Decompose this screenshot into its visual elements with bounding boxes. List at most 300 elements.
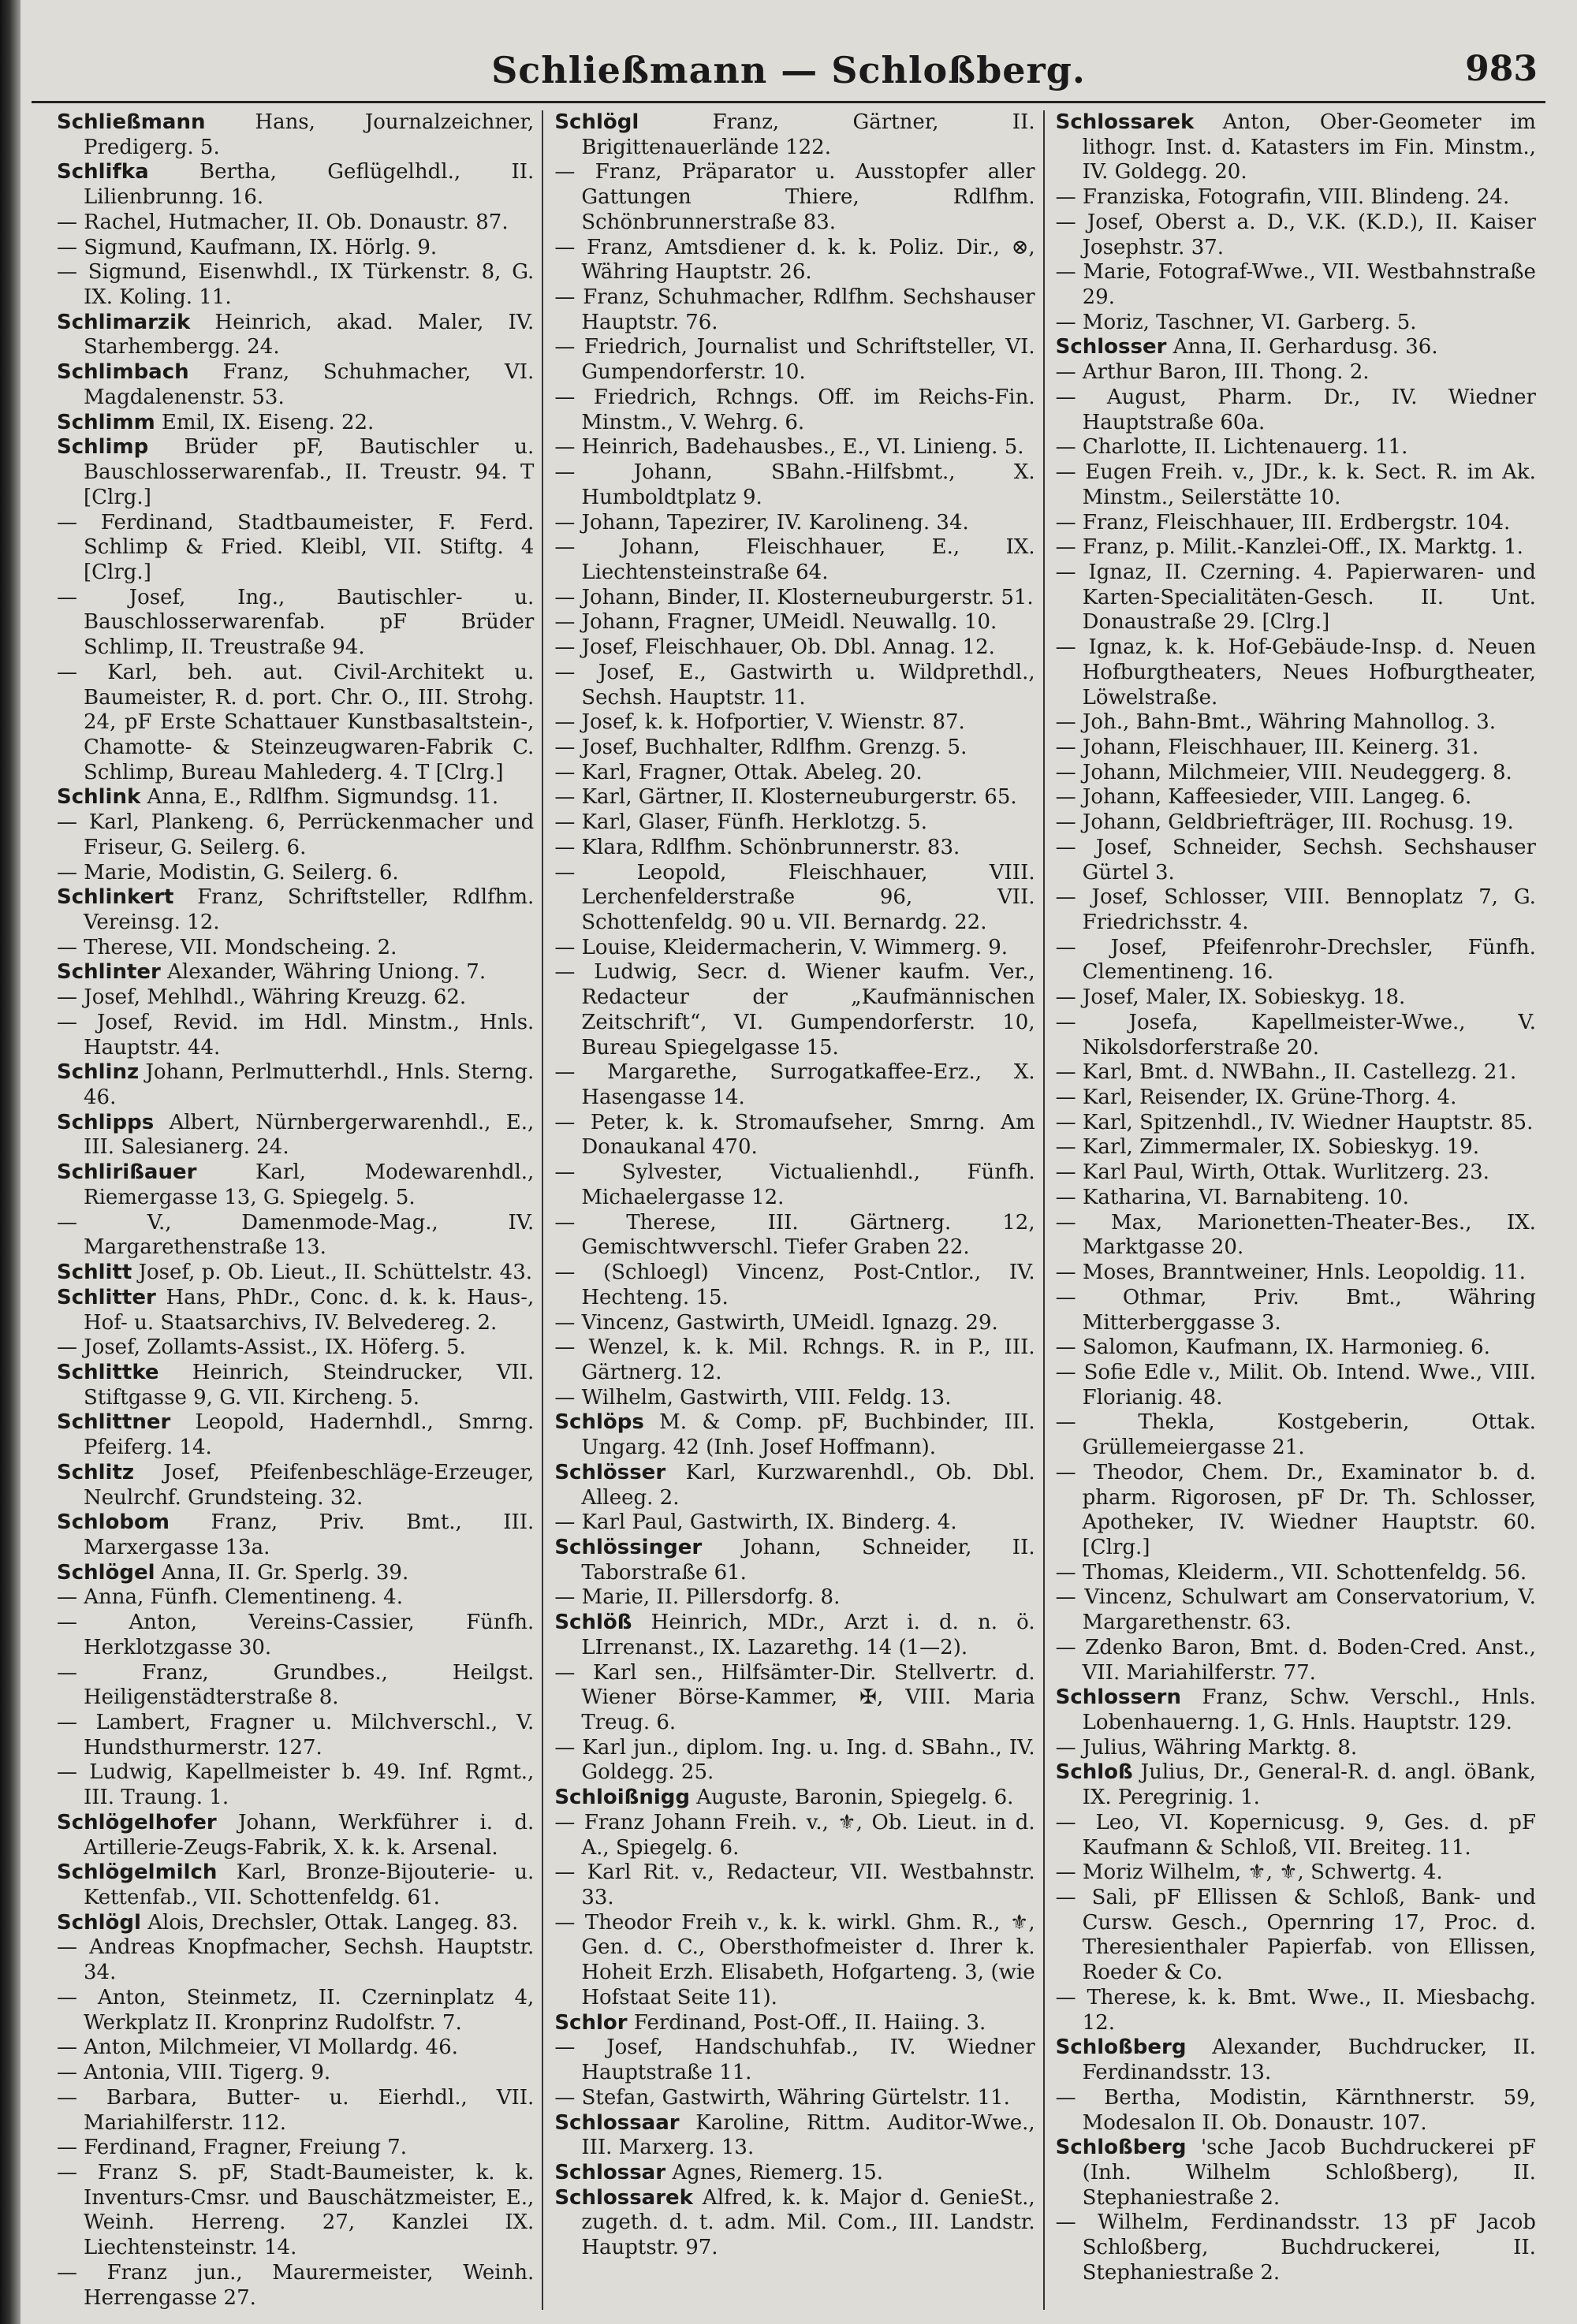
directory-entry [57, 1811, 534, 1860]
entry-text: — Leo, VI. Kopernicusg. 9, Ges. d. pF Kaufmann & Schloß, VII. Breiteg. 11. [1055, 1810, 1536, 1860]
entry-text: — Vincenz, Schulwart am Conservatorium, V. Margarethenstr. 63. [1055, 1585, 1536, 1635]
directory-entry [57, 1585, 534, 1611]
directory-entry [57, 810, 534, 860]
entry-text: Alois, Drechsler, Ottak. Langeg. 83. [147, 1910, 519, 1935]
entry-surname: Schloß [1055, 1760, 1133, 1785]
directory-entry [57, 1911, 534, 1936]
entry-text: — Andreas Knopfmacher, Sechsh. Hauptstr. 34. [57, 1935, 535, 1985]
directory-entry [1056, 1011, 1536, 1060]
entry-text: — Julius, Währing Marktg. 8. [1055, 1735, 1358, 1760]
entry-text: — Thekla, Kostgeberin, Ottak. Grüllemeiergasse 21. [1055, 1410, 1536, 1460]
directory-entry [57, 1160, 534, 1210]
entry-text: Heinrich, akad. Maler, IV. Starhembergg. 24. [84, 310, 535, 359]
entry-text: — Thomas, Kleiderm., VII. Schottenfeldg. 56. [1055, 1560, 1527, 1585]
page-number: 983 [1465, 49, 1538, 89]
entry-text: — Ferdinand, Fragner, Freiung 7. [57, 2136, 408, 2160]
directory-entry [57, 1111, 534, 1160]
page-header [32, 38, 1545, 103]
directory-entry [1056, 385, 1536, 435]
directory-entry [1056, 635, 1536, 710]
entry-surname: Schlink [57, 785, 141, 810]
entry-text: — Karl, Zimmermaler, IX. Sobieskyg. 19. [1055, 1135, 1479, 1160]
entry-text: — Stefan, Gastwirth, Währing Gürtelstr. 11. [554, 2085, 1010, 2110]
entry-text: — Karl Paul, Wirth, Ottak. Wurlitzerg. 23. [1055, 1160, 1489, 1185]
entry-text: — Johann, Geldbriefträger, III. Rochusg. 19. [1055, 810, 1514, 835]
directory-entry [1056, 1135, 1536, 1160]
entry-text: 'sche Jacob Buchdruckerei pF (Inh. Wilhelm Schloßberg), II. Stephaniestraße 2. [1082, 2136, 1536, 2210]
entry-surname: Schlögelhofer [57, 1810, 217, 1834]
directory-entry [1056, 1760, 1536, 1810]
directory-entry [554, 1311, 1035, 1336]
entry-text: — Ignaz, II. Czerning. 4. Papierwaren- und Karten-Specialitäten-Gesch. II. Unt. Donaustraße 29. [Clrg.] [1055, 560, 1536, 635]
directory-entry [554, 535, 1035, 585]
entry-surname: Schlirißauer [57, 1160, 197, 1185]
entry-text: — Josef, Schneider, Sechsh. Sechshauser Gürtel 3. [1055, 835, 1536, 885]
directory-entry [554, 810, 1035, 836]
entry-surname: Schlittke [57, 1360, 159, 1384]
entry-surname: Schlitter [57, 1285, 156, 1309]
directory-entry [57, 1760, 534, 1810]
entry-surname: Schlögl [554, 110, 639, 134]
directory-entry [57, 1860, 534, 1910]
directory-entry [57, 1661, 534, 1711]
entry-text: — Friedrich, Journalist und Schriftsteller, VI. Gumpendorferstr. 10. [554, 335, 1035, 385]
directory-entry [554, 1860, 1035, 1910]
entry-text: — Franz, Präparator u. Ausstopfer aller Gattungen Thiere, Rdlfhm. Schönbrunnerstraße 83. [554, 160, 1035, 234]
directory-entry [57, 360, 534, 410]
entry-surname: Schlinter [57, 960, 161, 985]
directory-entry [57, 2035, 534, 2061]
entry-text: Karl, Bronze-Bijouterie- u. Kettenfab., VII. Schottenfeldg. 61. [84, 1860, 535, 1910]
entry-surname: Schlifka [57, 160, 149, 184]
directory-entry [554, 1060, 1035, 1110]
column-2 [542, 110, 1042, 2310]
entry-text: — Josef, Revid. im Hdl. Minstm., Hnls. Hauptstr. 44. [57, 1010, 535, 1060]
directory-entry [57, 1561, 534, 1586]
entry-text: Anton, Ober-Geometer im lithogr. Inst. d. Katasters im Fin. Minstm., IV. Goldegg. 20. [1082, 110, 1536, 184]
directory-entry [554, 511, 1035, 536]
entry-text: — Marie, Modistin, G. Seilerg. 6. [57, 860, 399, 885]
entry-text: — Sofie Edle v., Milit. Ob. Intend. Wwe., VIII. Florianig. 48. [1055, 1360, 1536, 1410]
entry-text: Josef, Pfeifenbeschläge-Erzeuger, Neulrchf. Grundsteing. 32. [84, 1460, 535, 1510]
directory-entry [1056, 185, 1536, 210]
entry-text: — Katharina, VI. Barnabiteng. 10. [1055, 1185, 1409, 1209]
entry-text: — Josef, Zollamts-Assist., IX. Höferg. 5. [57, 1335, 466, 1360]
entry-text: — Franz Johann Freih. v., ⚜, Ob. Lieut. in d. A., Spiegelg. 6. [554, 1810, 1035, 1860]
directory-entry [554, 586, 1035, 611]
directory-entry [554, 160, 1035, 235]
directory-entry [554, 635, 1035, 661]
entry-text: — Josef, E., Gastwirth u. Wildprethdl., Sechsh. Hauptstr. 11. [554, 660, 1035, 709]
directory-entry [554, 960, 1035, 1060]
entry-text: Anna, E., Rdlfhm. Sigmundsg. 11. [147, 785, 499, 810]
entry-text: — Johann, Kaffeesieder, VIII. Langeg. 6. [1055, 785, 1472, 810]
entry-text: — Ludwig, Secr. d. Wiener kaufm. Ver., Redacteur der „Kaufmännischen Zeitschrift“, VI. Gumpendorferstr. 10, Bureau Spiegelgasse 15. [554, 960, 1035, 1060]
directory-entry [1056, 1111, 1536, 1136]
entry-text: — Margarethe, Surrogatkaffee-Erz., X. Hasengasse 14. [554, 1060, 1035, 1110]
entry-text: — Johann, Fleischhauer, III. Keinerg. 31. [1055, 735, 1479, 759]
directory-entry [554, 1335, 1035, 1385]
entry-surname: Schlössinger [554, 1535, 703, 1559]
directory-entry [554, 836, 1035, 861]
directory-entry [57, 1261, 534, 1286]
directory-entry [57, 586, 534, 661]
directory-entry [1056, 260, 1536, 310]
directory-entry [1056, 810, 1536, 836]
directory-entry [554, 460, 1035, 510]
entry-text: — Wilhelm, Ferdinandsstr. 13 pF Jacob Schloßberg, Buchdruckerei, II. Stephaniestraße 2. [1055, 2210, 1536, 2285]
entry-text: — Lambert, Fragner u. Milchverschl., V. Hundsthurmerstr. 127. [57, 1711, 535, 1760]
entry-text: Johann, Perlmutterhdl., Hnls. Sterng. 46. [84, 1060, 535, 1110]
directory-entry [1056, 511, 1536, 536]
entry-text: — Franz S. pF, Stadt-Baumeister, k. k. Inventurs-Cmsr. und Bauschätzmeister, E., Weinh. Herreng. 27, Kanzlei IX. Liechtensteinstr. 14. [57, 2160, 535, 2260]
entry-text: — Wenzel, k. k. Mil. Rchngs. R. in P., III. Gärtnerg. 12. [554, 1335, 1035, 1384]
entry-surname: Schlöß [554, 1611, 632, 1635]
entry-text: — Therese, VII. Mondscheing. 2. [57, 935, 397, 959]
directory-entry [1056, 210, 1536, 260]
directory-entry [1056, 1585, 1536, 1635]
directory-entry [57, 236, 534, 261]
entry-text: — Anton, Milchmeier, VI Mollardg. 46. [57, 2035, 458, 2060]
entry-text: — Josef, Handschuhfab., IV. Wiedner Hauptstraße 11. [554, 2035, 1035, 2085]
entry-surname: Schloßberg [1055, 2136, 1187, 2160]
entry-text: — Antonia, VIII. Tigerg. 9. [57, 2061, 331, 2085]
entry-text: — Marie, Fotograf-Wwe., VII. Westbahnstraße 29. [1055, 260, 1536, 310]
entry-text: Bertha, Geflügelhdl., II. Lilienbrunng. 16. [84, 160, 535, 210]
directory-entry [57, 2136, 534, 2161]
directory-entry [554, 1786, 1035, 1811]
directory-entry [1056, 1186, 1536, 1211]
entry-surname: Schlittner [57, 1410, 171, 1435]
directory-entry [554, 1410, 1035, 1460]
directory-entry [554, 661, 1035, 710]
directory-entry [57, 210, 534, 236]
column-1 [41, 110, 542, 2310]
entry-text: — Karl, Gärtner, II. Klosterneuburgerstr. 65. [554, 785, 1017, 810]
entry-text: — Rachel, Hutmacher, II. Ob. Donaustr. 87. [57, 210, 509, 234]
directory-entry [1056, 836, 1536, 885]
entry-text: — Therese, k. k. Bmt. Wwe., II. Miesbachg. 12. [1055, 1985, 1536, 2035]
entry-text: — Karl, Bmt. d. NWBahn., II. Castellezg. 21. [1055, 1060, 1517, 1085]
entry-text: — Zdenko Baron, Bmt. d. Boden-Cred. Anst., VII. Mariahilferstr. 77. [1055, 1635, 1536, 1685]
entry-text: — Karl Paul, Gastwirth, IX. Binderg. 4. [554, 1510, 957, 1535]
directory-entry [1056, 885, 1536, 935]
entry-text: — Johann, SBahn.-Hilfsbmt., X. Humboldtplatz 9. [554, 460, 1035, 509]
directory-entry [1056, 1286, 1536, 1335]
directory-entry [1056, 460, 1536, 510]
entry-text: — Ignaz, k. k. Hof-Gebäude-Insp. d. Neuen Hofburgtheaters, Neues Hofburgtheater, Löwelstraße. [1055, 635, 1536, 709]
directory-entry [554, 1160, 1035, 1210]
directory-entry [554, 236, 1035, 285]
entry-text: — Bertha, Modistin, Kärnthnerstr. 59, Modesalon II. Ob. Donaustr. 107. [1055, 2085, 1536, 2135]
entry-text: Auguste, Baronin, Spiegelg. 6. [696, 1786, 1014, 1810]
directory-entry [1056, 110, 1536, 185]
entry-text: Karl, Kurzwarenhdl., Ob. Dbl. Alleeg. 2. [581, 1460, 1035, 1510]
entry-surname: Schlosser [1055, 335, 1167, 359]
entry-text: Ferdinand, Post-Off., II. Haiing. 3. [633, 2010, 986, 2035]
entry-text: — Josef, k. k. Hofportier, V. Wienstr. 87. [554, 710, 965, 735]
directory-entry [57, 2086, 534, 2136]
entry-text: — Louise, Kleidermacherin, V. Wimmerg. 9. [554, 935, 1008, 959]
directory-entry [554, 1736, 1035, 1786]
entry-text: — Johann, Tapezirer, IV. Karolineng. 34. [554, 510, 969, 534]
directory-entry [57, 2261, 534, 2310]
entry-text: — Theodor Freih v., k. k. wirkl. Ghm. R., ⚜, Gen. d. C., Obersthofmeister d. Ihrer k. Hoheit Erzh. Elisabeth, Hofgarteng. 3, (wie Hofstaat Seite 11). [554, 1910, 1035, 2009]
directory-entry [1056, 1060, 1536, 1086]
entry-text: Franz, Schuhmacher, VI. Magdalenenstr. 53. [84, 360, 535, 409]
entry-text: — Franz, p. Milit.-Kanzlei-Off., IX. Marktg. 1. [1055, 535, 1523, 560]
directory-entry [1056, 1086, 1536, 1111]
column-3 [1043, 110, 1544, 2310]
entry-text: — Charlotte, II. Lichtenauerg. 11. [1055, 435, 1408, 460]
entry-text: — Joh., Bahn-Bmt., Währing Mahnollog. 3. [1055, 710, 1497, 735]
directory-entry [1056, 435, 1536, 460]
entry-text: Heinrich, Steindrucker, VII. Stiftgasse 9, G. VII. Kircheng. 5. [84, 1360, 535, 1410]
directory-entry [1056, 535, 1536, 561]
directory-entry [57, 1011, 534, 1060]
entry-text: — Eugen Freih. v., JDr., k. k. Sect. R. im Ak. Minstm., Seilerstätte 10. [1055, 460, 1536, 509]
entry-surname: Schlinkert [57, 885, 174, 910]
entry-text: — Josef, Ing., Bautischler- u. Bauschlosserwarenfab. pF Brüder Schlimp, II. Treustraße 94. [57, 585, 535, 660]
entry-text: — Franz jun., Maurermeister, Weinh. Herrengasse 27. [57, 2260, 535, 2310]
entry-text: — Moriz, Taschner, VI. Garberg. 5. [1055, 310, 1417, 334]
directory-entry [57, 2161, 534, 2261]
directory-entry [57, 311, 534, 360]
directory-entry [1056, 1636, 1536, 1685]
entry-text: — Sylvester, Victualienhdl., Fünfh. Michaelergasse 12. [554, 1160, 1035, 1209]
entry-text: Alexander, Währing Uniong. 7. [167, 960, 487, 985]
entry-text: — Franz, Amtsdiener d. k. k. Poliz. Dir., ⊗, Währing Hauptstr. 26. [554, 235, 1035, 285]
entry-text: — Karl, Spitzenhdl., IV. Wiedner Hauptstr. 85. [1055, 1110, 1534, 1134]
entry-surname: Schlipps [57, 1110, 155, 1134]
entry-text: — Josef, Mehlhdl., Währing Kreuzg. 62. [57, 985, 467, 1010]
directory-entry [1056, 1811, 1536, 1860]
entry-surname: Schlösser [554, 1460, 666, 1484]
directory-entry [554, 335, 1035, 385]
entry-text: — Marie, II. Pillersdorfg. 8. [554, 1585, 841, 1610]
entry-text: — Anna, Fünfh. Clementineng. 4. [57, 1585, 403, 1610]
directory-entry [57, 1510, 534, 1560]
entry-text: Karl, Modewarenhdl., Riemergasse 13, G. Spiegelg. 5. [84, 1160, 535, 1209]
entry-text: Brüder pF, Bautischler u. Bauschlosserwarenfab., II. Treustr. 94. T [Clrg.] [84, 435, 535, 509]
directory-entry [57, 1986, 534, 2035]
entry-text: — Barbara, Butter- u. Eierhdl., VII. Mariahilferstr. 112. [57, 2085, 535, 2135]
directory-entry [57, 511, 534, 586]
directory-entry [1056, 1361, 1536, 1410]
entry-text: — Josefa, Kapellmeister-Wwe., V. Nikolsdorferstraße 20. [1055, 1010, 1536, 1060]
entry-surname: Schlinz [57, 1060, 140, 1085]
directory-entry [554, 1911, 1035, 2011]
directory-entry [57, 435, 534, 510]
entry-text: Heinrich, MDr., Arzt i. d. n. ö. LIrrenanst., IX. Lazarethg. 14 (1—2). [581, 1611, 1035, 1659]
entry-text: — Anton, Steinmetz, II. Czerninplatz 4, Werkplatz II. Kronprinz Rudolfstr. 7. [57, 1985, 535, 2035]
entry-surname: Schlossarek [554, 2185, 693, 2210]
directory-entry [57, 861, 534, 886]
directory-entry [1056, 1261, 1536, 1286]
directory-entry [57, 2061, 534, 2086]
directory-entry [57, 411, 534, 436]
entry-text: — Othmar, Priv. Bmt., Währing Mitterberggasse 3. [1055, 1285, 1536, 1335]
entry-text: Karoline, Rittm. Auditor-Wwe., III. Marxerg. 13. [581, 2110, 1035, 2160]
directory-entry [554, 2111, 1035, 2161]
directory-entry [1056, 311, 1536, 336]
entry-text: — Wilhelm, Gastwirth, VIII. Feldg. 13. [554, 1385, 952, 1410]
directory-entry [1056, 2136, 1536, 2210]
directory-entry [1056, 785, 1536, 810]
entry-text: — V., Damenmode-Mag., IV. Margarethenstraße 13. [57, 1210, 535, 1260]
entry-text: — Therese, III. Gärtnerg. 12, Gemischtwverschl. Tiefer Graben 22. [554, 1210, 1035, 1260]
entry-text: — Leopold, Fleischhauer, VIII. Lerchenfelderstraße 96, VII. Schottenfeldg. 90 u. VII. Bernardg. 22. [554, 860, 1035, 934]
directory-entry [1056, 2035, 1536, 2085]
directory-entry [1056, 1160, 1536, 1186]
entry-text: — Karl, Glaser, Fünfh. Herklotzg. 5. [554, 810, 927, 835]
directory-entry [1056, 1986, 1536, 2035]
directory-entry [554, 610, 1035, 635]
entry-surname: Schlossar [554, 2160, 666, 2184]
directory-entry [57, 110, 534, 160]
entry-text: Alexander, Buchdrucker, II. Ferdinandsstr. 13. [1082, 2035, 1536, 2085]
entry-text: — Franz, Schuhmacher, Rdlfhm. Sechshauser Hauptstr. 76. [554, 285, 1035, 334]
entry-text: — Anton, Vereins-Cassier, Fünfh. Herklotzgasse 30. [57, 1611, 535, 1659]
entry-text: Johann, Werkführer i. d. Artillerie-Zeugs-Fabrik, X. k. k. Arsenal. [84, 1810, 535, 1860]
entry-text: — Josef, Buchhalter, Rdlfhm. Grenzg. 5. [554, 735, 967, 759]
entry-text: — Johann, Binder, II. Klosterneuburgerstr. 51. [554, 585, 1034, 609]
directory-entry [554, 861, 1035, 936]
entry-surname: Schlitt [57, 1261, 132, 1285]
entry-surname: Schlor [554, 2010, 628, 2035]
directory-entry [57, 1361, 534, 1410]
entry-text: Hans, Journalzeichner, Predigerg. 5. [84, 110, 535, 159]
entry-surname: Schloißnigg [554, 1786, 690, 1810]
directory-entry [1056, 761, 1536, 786]
directory-entry [1056, 360, 1536, 385]
directory-entry [1056, 1561, 1536, 1586]
entry-text: — Salomon, Kaufmann, IX. Harmonieg. 6. [1055, 1335, 1490, 1360]
directory-entry [1056, 1410, 1536, 1460]
entry-text: — Heinrich, Badehausbes., E., VI. Linieng. 5. [554, 435, 1024, 460]
entry-text: — Theodor, Chem. Dr., Examinator b. d. pharm. Rigorosen, pF Dr. Th. Schlosser, Apotheker, IV. Wiedner Hauptstr. 60. [Clrg.] [1055, 1460, 1536, 1559]
entry-text: Josef, p. Ob. Lieut., II. Schüttelstr. 43. [138, 1261, 533, 1285]
directory-entry [554, 2011, 1035, 2036]
directory-entry [1056, 1211, 1536, 1261]
entry-surname: Schlimbach [57, 360, 189, 385]
entry-text: — August, Pharm. Dr., IV. Wiedner Hauptstraße 60a. [1055, 385, 1536, 434]
entry-text: — Ludwig, Kapellmeister b. 49. Inf. Rgmt., III. Traung. 1. [57, 1760, 535, 1810]
directory-entry [554, 1461, 1035, 1510]
entry-surname: Schlögelmilch [57, 1860, 218, 1885]
entry-text: Emil, IX. Eiseng. 22. [161, 410, 375, 434]
entry-text: — Karl, Reisender, IX. Grüne-Thorg. 4. [1055, 1086, 1457, 1110]
entry-text: Franz, Gärtner, II. Brigittenauerlände 122. [581, 110, 1035, 159]
entry-text: — Klara, Rdlfhm. Schönbrunnerstr. 83. [554, 835, 960, 859]
directory-entry [57, 1611, 534, 1660]
entry-text: — Sali, pF Ellissen & Schloß, Bank- und Cursw. Gesch., Opernring 17, Proc. d. Theresienthaler Papierfab. von Ellissen, Roeder & Co. [1055, 1886, 1536, 1985]
directory-entry [57, 785, 534, 810]
directory-entry [554, 285, 1035, 335]
entry-text: M. & Comp. pF, Buchbinder, III. Ungarg. 42 (Inh. Josef Hoffmann). [581, 1410, 1035, 1460]
entry-text: — Vincenz, Gastwirth, UMeidl. Ignazg. 29. [554, 1310, 998, 1335]
directory-entry [1056, 710, 1536, 736]
entry-text: — Karl Rit. v., Redacteur, VII. Westbahnstr. 33. [554, 1860, 1035, 1910]
entry-text: Agnes, Riemerg. 15. [672, 2160, 884, 2184]
entry-text: — Josef, Oberst a. D., V.K. (K.D.), II. Kaiser Josephstr. 37. [1055, 210, 1536, 259]
directory-entry [1056, 1461, 1536, 1561]
directory-entry [57, 1060, 534, 1110]
entry-surname: Schloßberg [1055, 2035, 1187, 2060]
entry-text: Anna, II. Gr. Sperlg. 39. [161, 1560, 409, 1585]
directory-entry [57, 160, 534, 210]
directory-entry [57, 1335, 534, 1361]
entry-text: — Peter, k. k. Stromaufseher, Smrng. Am Donaukanal 470. [554, 1110, 1035, 1160]
directory-entry [554, 1661, 1035, 1736]
directory-entry [1056, 561, 1536, 635]
directory-entry [554, 1510, 1035, 1536]
directory-entry [554, 1811, 1035, 1860]
directory-entry [57, 260, 534, 310]
directory-entry [554, 761, 1035, 786]
directory-entry [554, 385, 1035, 435]
directory-entry [1056, 1886, 1536, 1986]
entry-text: Franz, Schriftsteller, Rdlfhm. Vereinsg. 12. [84, 885, 535, 934]
directory-entry [554, 1261, 1035, 1310]
entry-surname: Schlimp [57, 435, 149, 460]
entry-text: — Moriz Wilhelm, ⚜, ⚜, Schwertg. 4. [1055, 1860, 1443, 1885]
entry-surname: Schlögel [57, 1560, 155, 1585]
directory-entry [1056, 936, 1536, 985]
directory-entry [1056, 1860, 1536, 1886]
entry-text: — Friedrich, Rchngs. Off. im Reichs-Fin. Minstm., V. Wehrg. 6. [554, 385, 1035, 434]
entry-surname: Schlöps [554, 1410, 644, 1435]
entry-surname: Schlossaar [554, 2110, 680, 2135]
entry-text: Franz, Schw. Verschl., Hnls. Lobenhauerng. 1, G. Hnls. Hauptstr. 129. [1082, 1685, 1536, 1734]
directory-entry [554, 785, 1035, 810]
directory-entry [554, 1585, 1035, 1611]
entry-text: Hans, PhDr., Conc. d. k. k. Haus-, Hof- u. Staatsarchivs, IV. Belvedereg. 2. [84, 1285, 535, 1335]
directory-entry [1056, 1335, 1536, 1361]
directory-columns [41, 110, 1544, 2310]
entry-text: — Karl, Fragner, Ottak. Abeleg. 20. [554, 760, 923, 784]
entry-surname: Schlimm [57, 410, 155, 434]
entry-surname: Schlossarek [1055, 110, 1195, 134]
directory-entry [57, 1286, 534, 1335]
entry-text: Julius, Dr., General-R. d. angl. öBank, IX. Peregrinig. 1. [1082, 1760, 1536, 1810]
entry-surname: Schlögl [57, 1910, 141, 1935]
directory-entry [554, 2186, 1035, 2261]
entry-text: — Moses, Branntweiner, Hnls. Leopoldig. 11. [1055, 1261, 1526, 1285]
entry-text: Albert, Nürnbergerwarenhdl., E., III. Salesianerg. 24. [84, 1110, 535, 1160]
directory-entry [554, 2161, 1035, 2186]
directory-entry [1056, 2210, 1536, 2285]
entry-text: — Sigmund, Kaufmann, IX. Hörlg. 9. [57, 235, 438, 259]
entry-text: — Max, Marionetten-Theater-Bes., IX. Marktgasse 20. [1055, 1210, 1536, 1260]
entry-text: — Karl, Plankeng. 6, Perrückenmacher und Friseur, G. Seilerg. 6. [57, 810, 535, 859]
directory-entry [1056, 736, 1536, 761]
directory-entry [554, 1536, 1035, 1585]
entry-surname: Schlobom [57, 1510, 170, 1535]
entry-text: — Johann, Fragner, UMeidl. Neuwallg. 10. [554, 610, 997, 635]
entry-surname: Schlimarzik [57, 310, 191, 334]
entry-text: — (Schloegl) Vincenz, Post-Cntlor., IV. Hechteng. 15. [554, 1261, 1035, 1309]
directory-entry [1056, 1736, 1536, 1761]
entry-text: — Josef, Fleischhauer, Ob. Dbl. Annag. 12. [554, 635, 995, 660]
directory-entry [554, 936, 1035, 961]
directory-entry [554, 2086, 1035, 2111]
directory-entry [1056, 335, 1536, 360]
entry-surname: Schlossern [1055, 1685, 1181, 1710]
entry-text: — Karl, beh. aut. Civil-Architekt u. Baumeister, R. d. port. Chr. O., III. Strohg. 24, pF Erste Schattauer Kunstbasaltstein-, Chamotte- & Steinzeugwaren-Fabrik C. Schlimp, Bureau Mahlederg. 4. T [Clrg.] [57, 660, 535, 784]
directory-entry [1056, 1685, 1536, 1735]
directory-entry [57, 661, 534, 786]
